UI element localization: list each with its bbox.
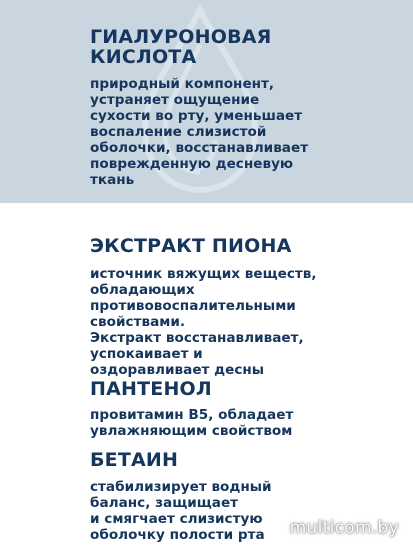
title-line: ГИАЛУРОНОВАЯ <box>90 26 272 48</box>
title-line: КИСЛОТА <box>90 46 197 68</box>
section-panthenol <box>90 379 390 439</box>
text-line: стабилизирует водный <box>90 479 272 495</box>
section-description <box>90 266 360 378</box>
text-line: сухости во рту, уменьшает <box>90 108 303 124</box>
title-line: ЭКСТРАКТ ПИОНА <box>90 235 292 257</box>
section-title <box>90 236 390 256</box>
text-line: оболочки, восстанавливает <box>90 140 309 156</box>
section-hyaluronic-acid <box>90 27 390 188</box>
text-line: успокаивает и <box>90 346 203 362</box>
text-line: баланс, защищает <box>90 495 239 511</box>
text-line: ткань <box>90 172 135 188</box>
section-title <box>90 27 390 67</box>
section-description <box>90 407 350 439</box>
section-title <box>90 379 390 399</box>
text-line: обладающих <box>90 282 195 298</box>
text-line: оболочку полости рта <box>90 527 265 543</box>
text-line: природный компонент, <box>90 76 275 92</box>
section-description <box>90 76 340 188</box>
title-line: БЕТАИН <box>90 449 179 471</box>
text-line: увлажняющим свойством <box>90 423 293 439</box>
text-line: свойствами. <box>90 314 186 330</box>
section-peony-extract <box>90 236 390 378</box>
text-line: источник вяжущих веществ, <box>90 266 317 282</box>
title-line: ПАНТЕНОЛ <box>90 378 212 400</box>
site-watermark: multicom.by <box>289 518 399 538</box>
text-line: воспаление слизистой <box>90 124 267 140</box>
text-line: оздоравливает десны <box>90 362 265 378</box>
text-line: провитамин В5, обладает <box>90 407 294 423</box>
text-line: противовоспалительными <box>90 298 296 314</box>
text-line: и смягчает слизистую <box>90 511 263 527</box>
text-line: поврежденную десневую <box>90 156 294 172</box>
text-line: устраняет ощущение <box>90 92 260 108</box>
section-title <box>90 450 390 470</box>
text-line: Экстракт восстанавливает, <box>90 330 304 346</box>
